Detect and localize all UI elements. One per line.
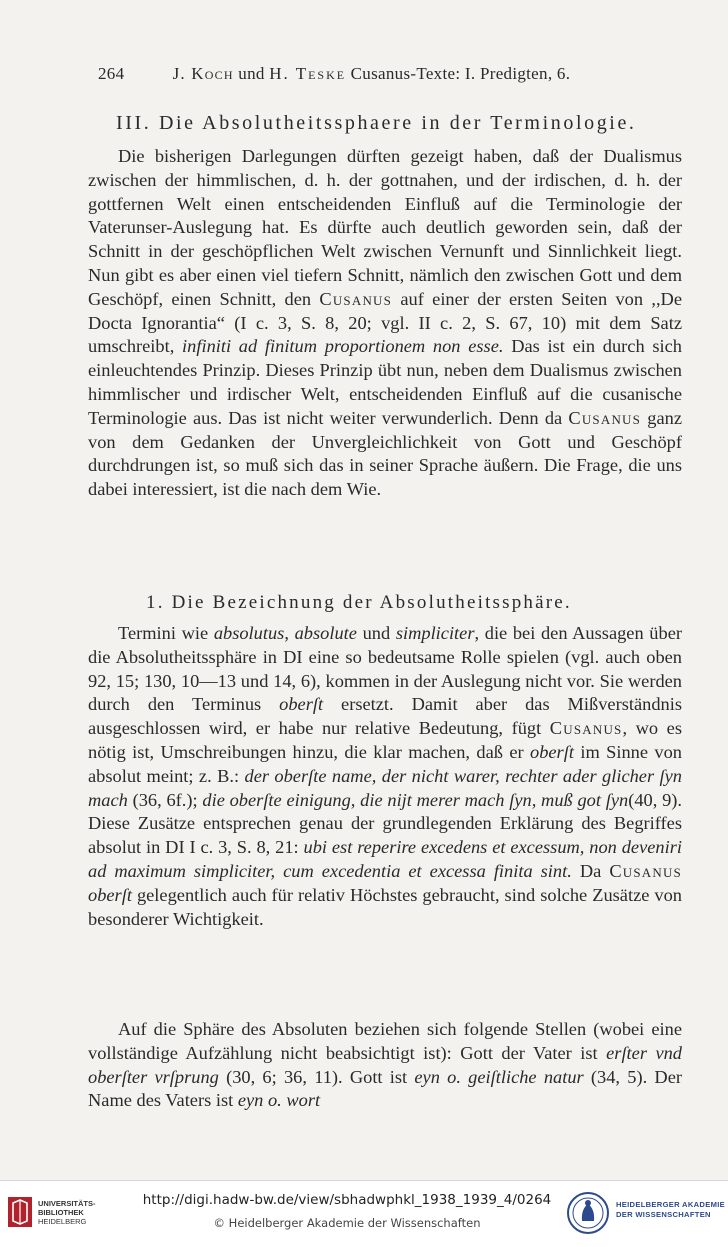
paragraph-2: Termini wie absolutus, absolute und simpliciter, die bei den Aussagen über die Absolutheitssphäre in DI eine so bedeutsame Rolle spielen (vgl. auch oben 92, 15; 130, 10—13 und 14, 6), kommen in der Auslegung nicht vor. Sie werden durch den Terminus oberſt ersetzt. Damit aber das Mißverständnis ausgeschlossen wird, er habe nur relative Bedeutung, fügt Cusanus, wo es nötig ist, Umschreibungen hinzu, die klar machen, daß er oberſt im Sinne von absolut meint; z. B.: der oberſte name, der nicht warer, rechter ader glicher ſyn mach (36, 6f.); die oberſte einigung, die nijt merer mach ſyn, muß got ſyn(40, 9). Diese Zusätze entsprechen genau der grundlegenden Erklärung des Begriffes absolut in DI I c. 3, S. 8, 21: ubi est reperire excedens et excessum, non deveniri ad maximum simpliciter, cum excedentia et excessa finita sint. Da Cusanus oberſt gelegentlich auch für relativ Höchstes gebraucht, sind solche Zusätze von besonderer Wichtigkeit. [88, 623, 682, 929]
author-koch: J. Koch [172, 64, 234, 83]
academy-name: HEIDELBERGER AKADEMIE DER WISSENSCHAFTEN [616, 1200, 725, 1219]
copyright-notice: © Heidelberger Akademie der Wissenschaften [213, 1216, 481, 1230]
university-library-name: UNIVERSITÄTS- BIBLIOTHEK HEIDELBERG [38, 1199, 96, 1226]
paragraph-3: Auf die Sphäre des Absoluten beziehen sich folgende Stellen (wobei eine vollständige Aufzählung nicht beabsichtigt ist): Gott der Vater ist erſter vnd oberſter vrſprung (30, 6; 36, 11). Gott ist eyn o. geiſtliche natur (34, 5). Der Name des Vaters ist eyn o. wort [88, 1019, 682, 1111]
middle-german-quote: der oberſte name, der nicht warer, rechter ader glicher ſyn mach [88, 765, 682, 810]
latin-quote: ubi est reperire excedens et excessum, non deveniri ad maximum simpliciter, cum excedentia et excessa finita sint. [88, 837, 682, 881]
name-cusanus: Cusanus [549, 718, 623, 739]
academy-seal-icon [566, 1191, 610, 1235]
name-cusanus: Cusanus [568, 407, 642, 428]
page-number: 264 [98, 64, 125, 83]
author-teske: H. Teske [269, 64, 347, 83]
permalink-url[interactable]: http://digi.hadw-bw.de/view/sbhadwphkl_1938_1939_4/0264 [142, 1192, 552, 1208]
middle-german-quote: die oberſte einigung, die nijt merer mach ſyn, muß got ſyn [202, 789, 629, 810]
university-library-logo-icon [8, 1197, 32, 1227]
section-title: III. Die Absolutheitssphaere in der Terminologie. [116, 112, 637, 134]
name-cusanus: Cusanus [609, 860, 682, 881]
name-cusanus: Cusanus [319, 288, 393, 309]
running-head [98, 64, 618, 84]
latin-quote: infiniti ad finitum proportionem non esse. [182, 336, 504, 357]
paragraph-1: Die bisherigen Darlegungen dürften gezeigt haben, daß der Dualismus zwischen der himmlischen, d. h. der gottnahen, und der irdischen, d. h. der gottfernen Welt einen entscheidenden Einfluß auf die Terminologie der Vaterunser-Auslegung hat. Es dürfte auch deutlich geworden sein, daß der Schnitt in der geschöpflichen Welt zwischen Vernunft und Sinnlichkeit liegt. Nun gibt es aber einen viel tiefern Schnitt, nämlich den zwischen Gott und dem Geschöpf, einen Schnitt, den Cusanus auf einer der ersten Seiten von ,,De Docta Ignorantia“ (I c. 3, S. 8, 20; vgl. II c. 2, S. 67, 10) mit dem Satz umschreibt, infiniti ad finitum proportionem non esse. Das ist ein durch sich einleuchtendes Prinzip. Dieses Prinzip übt nun, neben dem Dualismus zwischen himmlischer und irdischer Welt, entscheidenden Einfluß auf die cusanische Terminologie aus. Das ist nicht weiter verwunderlich. Denn da Cusanus ganz von dem Gedanken der Unvergleichlichkeit von Gott und Geschöpf durchdrungen ist, so muß sich das in seiner Sprache äußern. Die Frage, die uns dabei interessiert, ist die nach dem Wie. [88, 146, 682, 500]
viewer-footer [0, 1180, 728, 1247]
author-conjunction: und [238, 64, 265, 83]
running-title: Cusanus-Texte: I. Predigten, 6. [350, 64, 571, 83]
subsection-title: 1. Die Bezeichnung der Absolutheitssphäre. [146, 592, 572, 613]
